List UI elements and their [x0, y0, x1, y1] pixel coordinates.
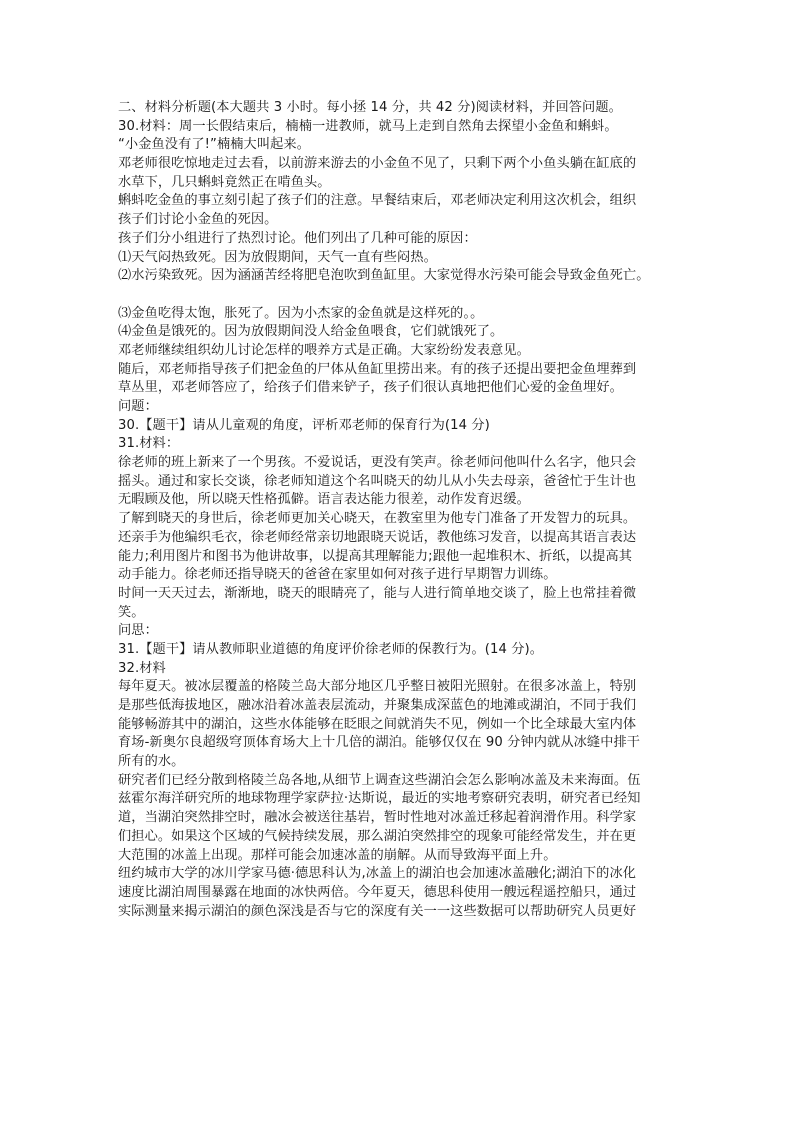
- text-line: 了解到晓天的身世后，徐老师更加关心晓天，在教室里为他专门准备了开发智力的玩具。: [118, 511, 637, 527]
- document-body: [118, 99, 688, 921]
- text-line: 30.【题干】请从儿童观的角度，评析邓老师的保育行为(14 分): [118, 417, 490, 433]
- text-line: 蝌蚪吃金鱼的事立刻引起了孩子们的注意。早餐结束后，邓老师决定利用这次机会，组织: [118, 193, 637, 209]
- text-line: 邓老师继续组织幼儿讨论怎样的喂养方式是正确。大家纷纷发表意见。: [118, 342, 530, 358]
- text-line: 研究者们已经分散到格陵兰岛各地,从细节上调查这些湖泊会怎么影响冰盖及未来海面。伍: [118, 772, 641, 788]
- text-line: 随后，邓老师指导孩子们把金鱼的尸体从鱼缸里捞出来。有的孩子还提出要把金鱼埋葬到: [118, 361, 637, 377]
- text-line: 每年夏天。被冰层覆盖的格陵兰岛大部分地区几乎整日被阳光照射。在很多冰盖上，特别: [118, 679, 637, 695]
- text-line: 摇头。通过和家长交谈，徐老师知道这个名叫晓天的幼儿从小失去母亲，爸爸忙于生计也: [118, 473, 637, 489]
- text-line: ⑷金鱼是饿死的。因为放假期间没人给金鱼喂食，它们就饿死了。: [118, 324, 504, 340]
- text-line: 徐老师的班上新来了一个男孩。不爱说话，更没有笑声。徐老师问他叫什么名字，他只会: [118, 455, 637, 471]
- text-line: 笑。: [118, 604, 145, 620]
- text-line: 兹霍尔海洋研究所的地球物理学家萨拉·达斯说，最近的实地考察研究表明，研究者已经知: [118, 791, 641, 807]
- text-line: 问思：: [118, 623, 158, 639]
- text-line: 能力;利用图片和图书为他讲故事，以提高其理解能力;跟他一起堆积木、折纸，以提高其: [118, 548, 633, 564]
- blank-line: [118, 286, 688, 305]
- text-line: 32.材料: [118, 660, 166, 676]
- text-line: 孩子们讨论小金鱼的死因。: [118, 212, 278, 228]
- text-line: 孩子们分小组进行了热烈讨论。他们列出了几种可能的原因：: [118, 230, 477, 246]
- text-line: ⑵水污染致死。因为涵涵苦经将肥皂泡吹到鱼缸里。大家觉得水污染可能会导致金鱼死亡。: [118, 268, 650, 284]
- text-line: 30.材料：周一长假结束后，楠楠一进教师，就马上走到自然角去探望小金鱼和蝌蚪。: [118, 118, 618, 134]
- text-line: 道，当湖泊突然排空时，融冰会被送往基岩，暂时性地对冰盖迁移起着润滑作用。科学家: [118, 810, 637, 826]
- text-line: 育场-新奥尔良超级穹顶体育场大上十几倍的湖泊。能够仅仅在 90 分钟内就从冰缝中排干: [118, 735, 641, 751]
- text-line: 还亲手为他编织毛衣，徐老师经常亲切地跟晓天说话，教他练习发音，以提高其语言表达: [118, 529, 637, 545]
- text-line: 大范围的冰盖上出现。那样可能会加速冰盖的崩解。从而导致海平面上升。: [118, 847, 557, 863]
- text-line: 问题：: [118, 399, 158, 414]
- text-line: 31.材料：: [118, 436, 180, 452]
- text-line: 时间一天天过去，渐渐地，晓天的眼睛亮了，能与人进行简单地交谈了，脸上也常挂着微: [118, 585, 637, 601]
- text-line: ⑶金鱼吃得太饱，胀死了。因为小杰家的金鱼就是这样死的。。: [118, 305, 484, 321]
- text-line: 是那些低海拔地区，融冰沿着冰盖表层流动，并聚集成深蓝色的地滩或湖泊，不同于我们: [118, 698, 637, 713]
- text-line: 能够畅游其中的湖泊，这些水体能够在眨眼之间就消失不见，例如一个比全球最大室内体: [118, 716, 637, 732]
- text-line: “小金鱼没有了!”楠楠大叫起来。: [118, 137, 310, 153]
- text-line: 二、材料分析题(本大题共 3 小时。每小拯 14 分，共 42 分)阅读材料，并回答问题。: [118, 100, 622, 115]
- text-line: 动手能力。徐老师还指导晓天的爸爸在家里如何对孩子进行早期智力训练。: [118, 567, 557, 583]
- text-line: 纽约城市大学的冰川学家马德·德思科认为,冰盖上的湖泊也会加速冰盖融化;湖泊下的冰化: [118, 866, 637, 882]
- text-line: 实际测量来揭示湖泊的颜色深浅是否与它的深度有关一一这些数据可以帮助研究人员更好: [118, 903, 637, 919]
- text-line: 无暇顾及他，所以晓天性格孤僻。语言表达能力很差，动作发育迟缓。: [118, 492, 530, 508]
- text-line: 们担心。如果这个区域的气候持续发展，那么湖泊突然排空的现象可能经常发生，并在更: [118, 828, 637, 844]
- text-line: 水草下，几只蝌蚪竟然正在啃鱼头。: [118, 174, 331, 190]
- text-line: 草丛里，邓老师答应了，给孩子们借来铲子，孩子们很认真地把他们心爱的金鱼埋好。: [118, 380, 623, 396]
- text-line: 邓老师很吃惊地走过去看，以前游来游去的小金鱼不见了，只剩下两个小鱼头躺在缸底的: [118, 156, 637, 172]
- text-line: 所有的水。: [118, 754, 185, 770]
- text-line: 速度比湖泊周围暴露在地面的冰快两倍。今年夏天，德思科使用一艘远程遥控船只，通过: [118, 884, 637, 900]
- text-line: 31.【题干】请从教师职业道德的角度评价徐老师的保教行为。(14 分)。: [118, 641, 544, 657]
- text-line: ⑴天气闷热致死。因为放假期间，天气一直有些闷热。: [118, 249, 437, 265]
